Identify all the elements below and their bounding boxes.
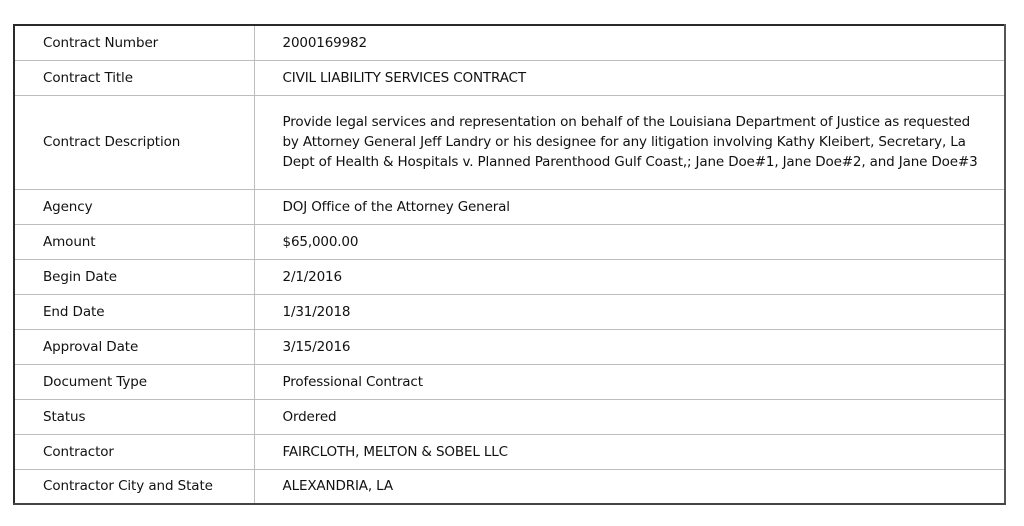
field-label: Agency bbox=[14, 189, 254, 224]
row-contractor-city-state bbox=[14, 469, 1005, 504]
field-value: ALEXANDRIA, LA bbox=[254, 469, 1005, 504]
field-value: FAIRCLOTH, MELTON & SOBEL LLC bbox=[254, 434, 1005, 469]
field-value: DOJ Office of the Attorney General bbox=[254, 189, 1005, 224]
row-contractor bbox=[14, 434, 1005, 469]
field-value: 1/31/2018 bbox=[254, 294, 1005, 329]
field-label: Contract Number bbox=[14, 25, 254, 60]
field-label: Contractor bbox=[14, 434, 254, 469]
field-label: Contract Title bbox=[14, 60, 254, 95]
row-contract-title bbox=[14, 60, 1005, 95]
row-amount bbox=[14, 224, 1005, 259]
row-agency bbox=[14, 189, 1005, 224]
row-document-type bbox=[14, 364, 1005, 399]
row-contract-number bbox=[14, 25, 1005, 60]
field-label: Approval Date bbox=[14, 329, 254, 364]
row-end-date bbox=[14, 294, 1005, 329]
field-label: Status bbox=[14, 399, 254, 434]
field-label: Contractor City and State bbox=[14, 469, 254, 504]
row-begin-date bbox=[14, 259, 1005, 294]
row-status bbox=[14, 399, 1005, 434]
field-value: Provide legal services and representation on behalf of the Louisiana Department of Justice as requested by Attorney General Jeff Landry or his designee for any litigation involving Kathy Kleibert, Secretary, La Dept of Health & Hospitals v. Planned Parenthood Gulf Coast,; Jane Doe#1, Jane Doe#2, and Jane Doe#3 bbox=[254, 95, 1005, 189]
row-approval-date bbox=[14, 329, 1005, 364]
field-value: CIVIL LIABILITY SERVICES CONTRACT bbox=[254, 60, 1005, 95]
field-label: Document Type bbox=[14, 364, 254, 399]
field-value: Professional Contract bbox=[254, 364, 1005, 399]
row-contract-description bbox=[14, 95, 1005, 189]
contract-details-table bbox=[13, 24, 1006, 505]
field-label: Amount bbox=[14, 224, 254, 259]
field-value: 3/15/2016 bbox=[254, 329, 1005, 364]
field-label: Begin Date bbox=[14, 259, 254, 294]
field-value: 2/1/2016 bbox=[254, 259, 1005, 294]
field-value: Ordered bbox=[254, 399, 1005, 434]
field-value: $65,000.00 bbox=[254, 224, 1005, 259]
field-label: End Date bbox=[14, 294, 254, 329]
field-label: Contract Description bbox=[14, 95, 254, 189]
field-value: 2000169982 bbox=[254, 25, 1005, 60]
